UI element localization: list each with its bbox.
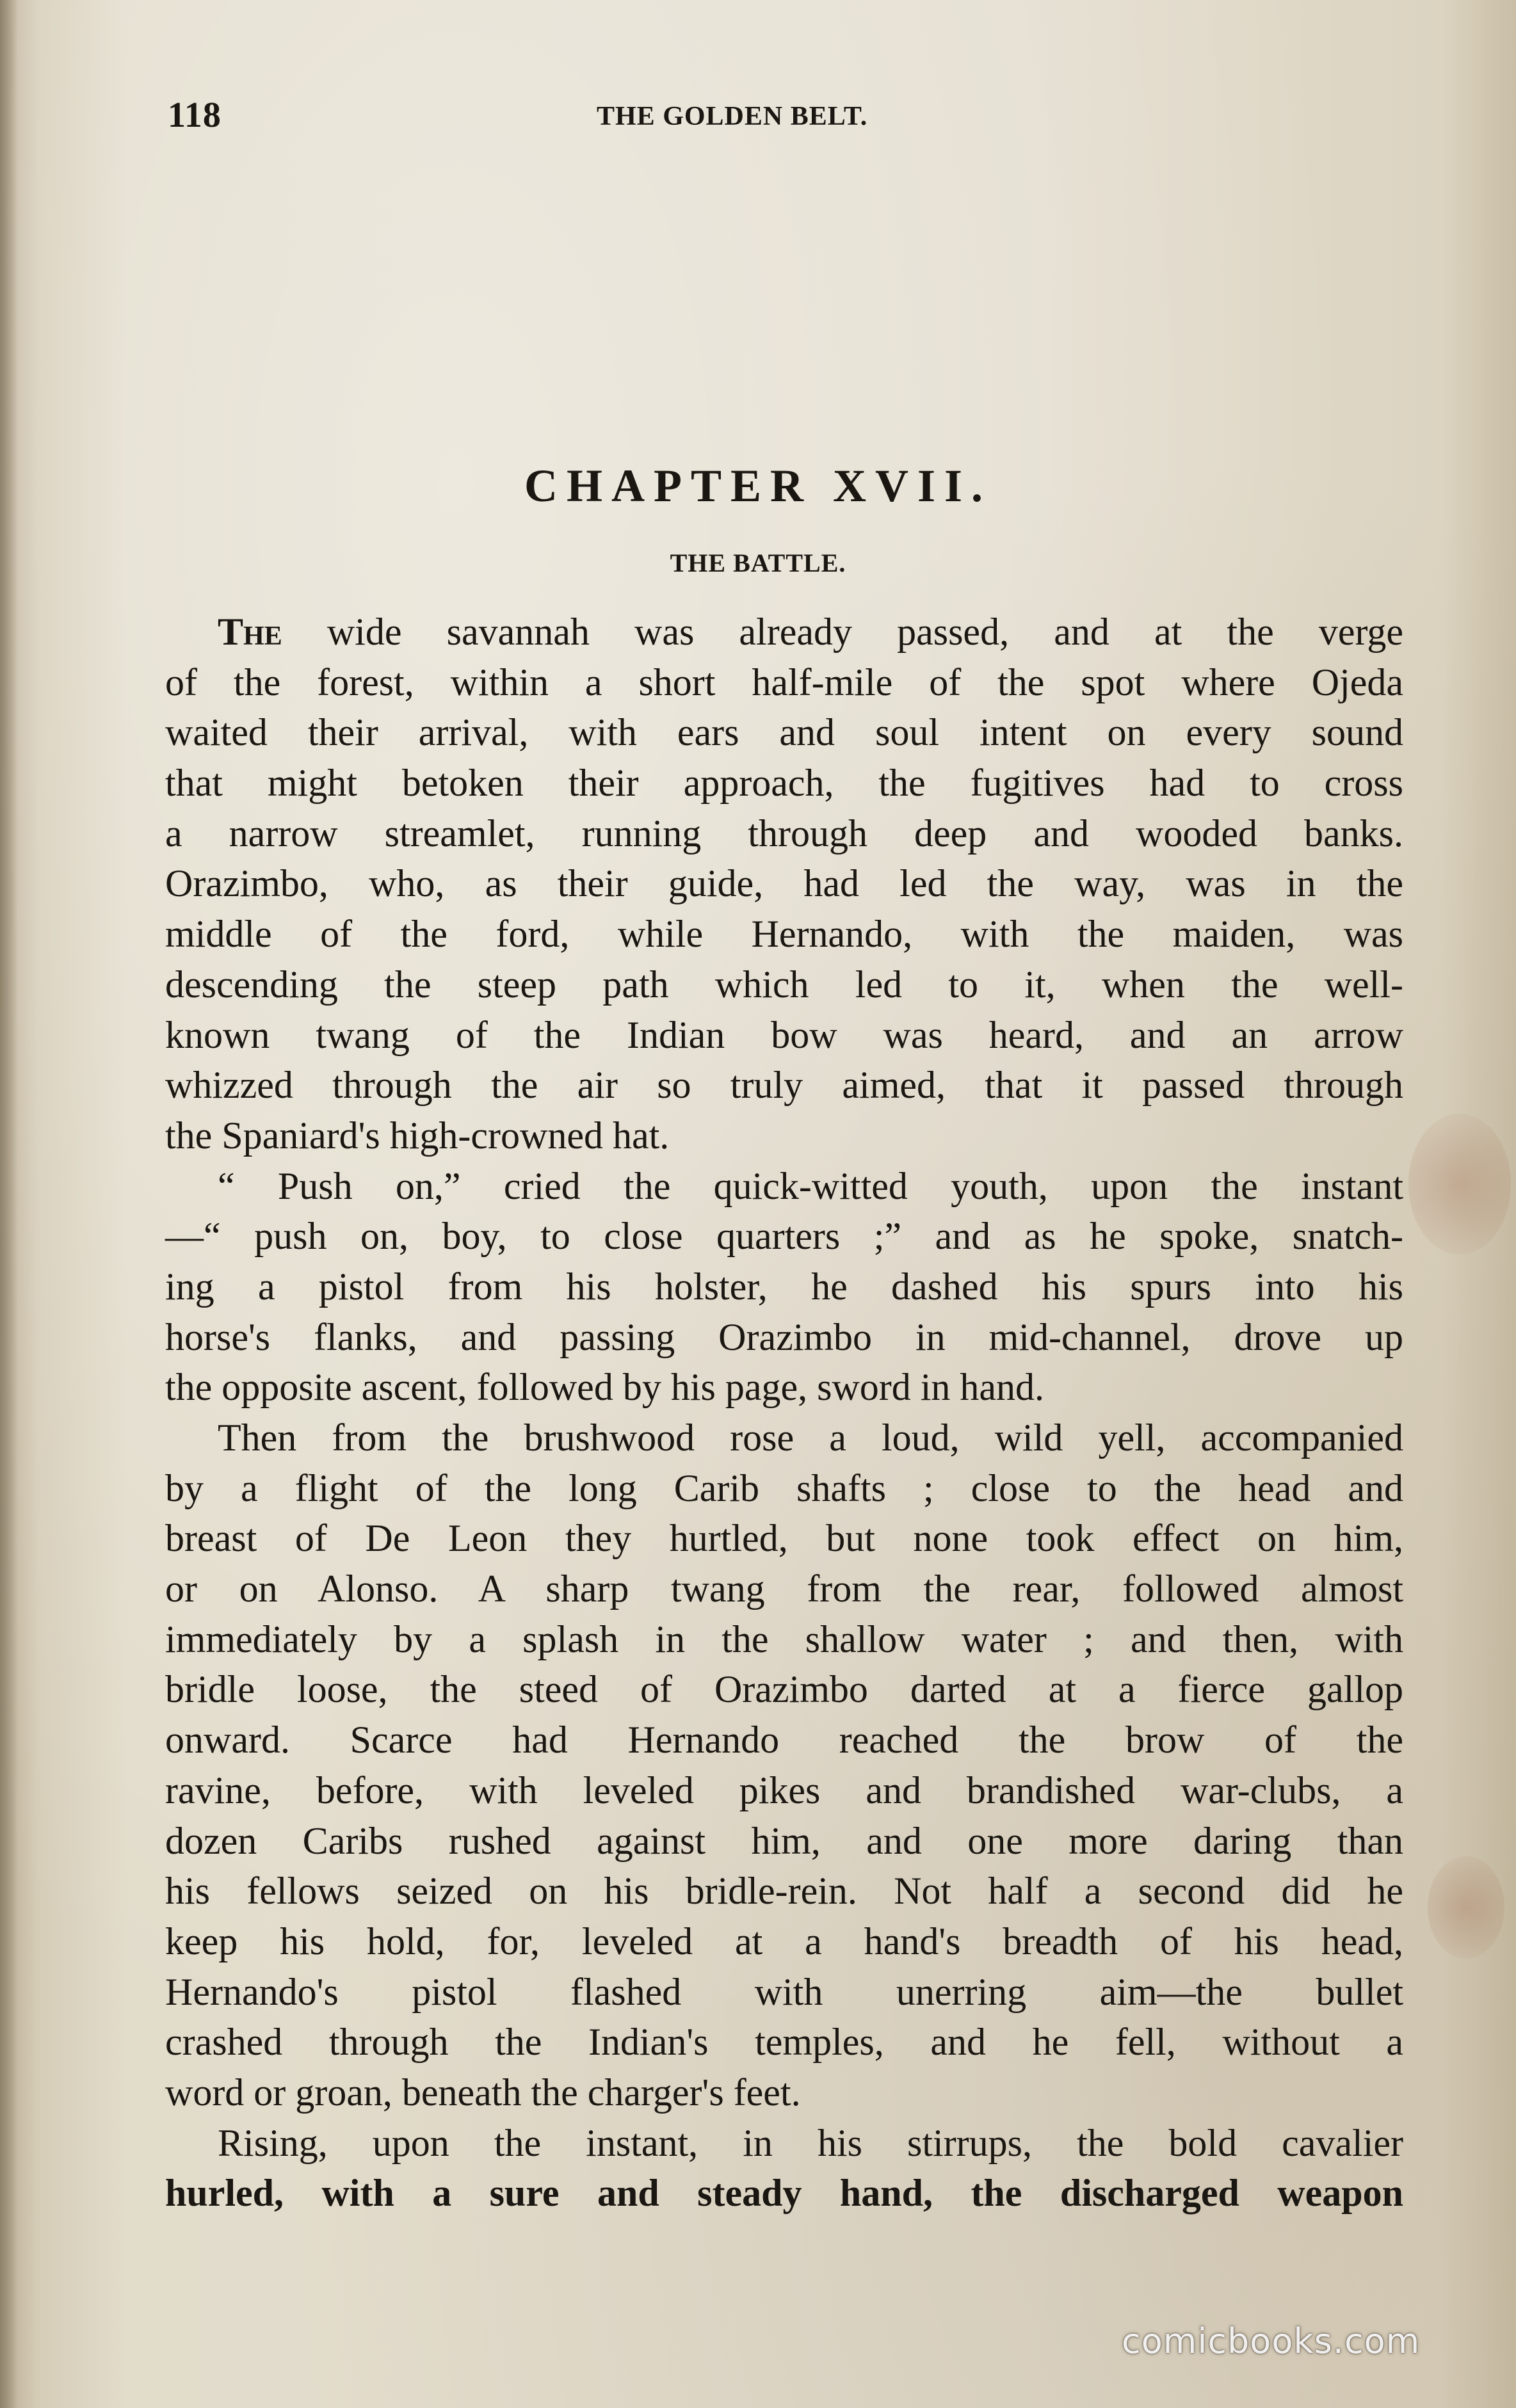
text-line-16: the opposite ascent, followed by his page, sword in hand. xyxy=(165,1366,1045,1409)
text-line-11: the Spaniard's high-crowned hat. xyxy=(165,1114,670,1157)
text-line-1: The wide savannah was already passed, and at the verge xyxy=(218,611,1403,653)
text-line-30: word or groan, beneath the charger's feet. xyxy=(165,2071,801,2114)
opening-word: The xyxy=(218,611,282,653)
page-number: 118 xyxy=(168,95,222,135)
text-line-6: Orazimbo, who, as their guide, had led the way, was in the xyxy=(165,862,1403,905)
text-line-27: keep his hold, for, leveled at a hand's breadth of his head, xyxy=(165,1920,1403,1963)
text-line-7: middle of the ford, while Hernando, with the maiden, was xyxy=(165,913,1403,956)
page-stain xyxy=(1428,1856,1504,1959)
text-line-15: horse's flanks, and passing Orazimbo in mid-channel, drove up xyxy=(165,1315,1403,1358)
text-line-32: hurled, with a sure and steady hand, the discharged weapon xyxy=(165,2172,1403,2215)
book-title: THE GOLDEN BELT. xyxy=(597,102,868,131)
text-line-18: by a flight of the long Carib shafts ; close to the head and xyxy=(165,1466,1403,1509)
body-text xyxy=(165,607,1403,2219)
text-line-2: of the forest, within a short half-mile of the spot where Ojeda xyxy=(165,661,1403,703)
text-line-8: descending the steep path which led to it, when the well- xyxy=(165,963,1403,1006)
chapter-subtitle: THE BATTLE. xyxy=(670,549,846,577)
text-line-4: that might betoken their approach, the fugitives had to cross xyxy=(165,762,1403,805)
text-line-24: ravine, before, with leveled pikes and brandished war-clubs, a xyxy=(165,1769,1403,1811)
page-stain xyxy=(1408,1114,1511,1255)
text-line-31: Rising, upon the instant, in his stirrups, the bold cavalier xyxy=(218,2121,1403,2164)
page-left-edge-shadow xyxy=(0,0,18,2408)
text-line-12: “ Push on,” cried the quick-witted youth, upon the instant xyxy=(218,1164,1403,1207)
text-line-26: his fellows seized on his bridle-rein. Not half a second did he xyxy=(165,1870,1403,1913)
text-line-17: Then from the brushwood rose a loud, wild yell, accompanied xyxy=(218,1417,1403,1459)
text-line-3: waited their arrival, with ears and soul intent on every sound xyxy=(165,711,1403,754)
text-line-21: immediately by a splash in the shallow water ; and then, with xyxy=(165,1617,1403,1660)
text-line-23: onward. Scarce had Hernando reached the brow of the xyxy=(165,1719,1403,1762)
text-line-13: —“ push on, boy, to close quarters ;” and as he spoke, snatch- xyxy=(165,1215,1403,1258)
running-head xyxy=(168,95,1403,140)
text-line-9: known twang of the Indian bow was heard, and an arrow xyxy=(165,1013,1403,1056)
text-line-20: or on Alonso. A sharp twang from the rear, followed almost xyxy=(165,1568,1403,1610)
text-line-14: ing a pistol from his holster, he dashed his spurs into his xyxy=(165,1265,1403,1308)
text-line-10: whizzed through the air so truly aimed, that it passed through xyxy=(165,1064,1403,1107)
site-watermark: comicbooks.com xyxy=(1122,2321,1421,2361)
text-line-29: crashed through the Indian's temples, and he fell, without a xyxy=(165,2021,1403,2064)
text-line-28: Hernando's pistol flashed with unerring aim—the bullet xyxy=(165,1970,1403,2013)
chapter-heading: CHAPTER XVII. xyxy=(524,460,992,511)
text-line-19: breast of De Leon they hurtled, but none took effect on him, xyxy=(165,1517,1403,1560)
text-line-25: dozen Caribs rushed against him, and one more daring than xyxy=(165,1819,1403,1862)
text-line-22: bridle loose, the steed of Orazimbo darted at a fierce gallop xyxy=(165,1668,1403,1711)
text-line-5: a narrow streamlet, running through deep and wooded banks. xyxy=(165,812,1403,855)
